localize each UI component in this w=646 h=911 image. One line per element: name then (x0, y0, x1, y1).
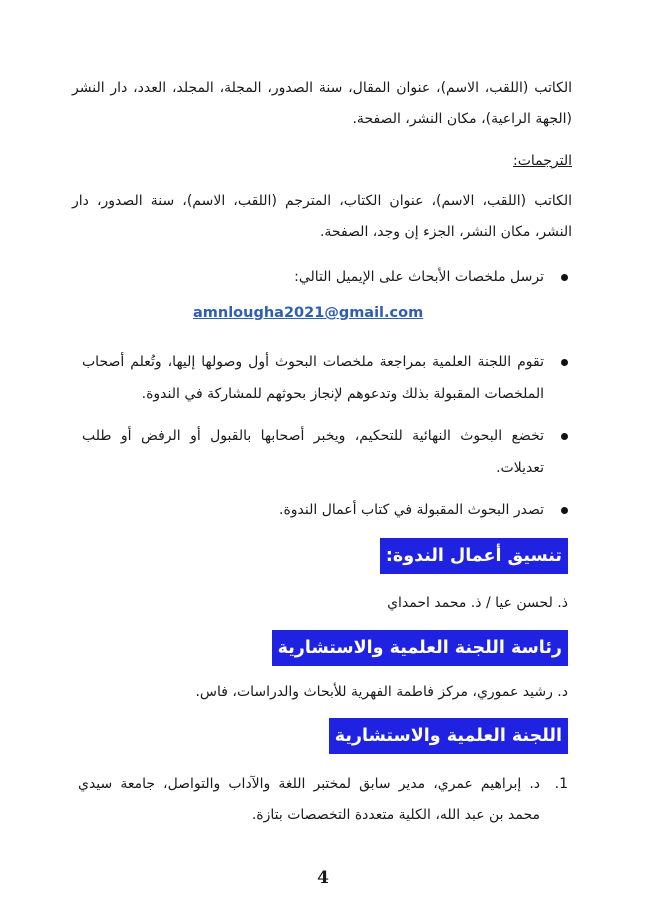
page-number: 4 (317, 868, 329, 888)
bullet-dot-icon (561, 274, 568, 281)
bullet-item (82, 261, 568, 293)
bullet-dot-icon (561, 359, 568, 366)
committee-heading: اللجنة العلمية والاستشارية (329, 718, 568, 754)
translations-subheading: الترجمات: (512, 153, 572, 169)
bullet-text: تخضع البحوث النهائية للتحكيم، ويخبر أصحابها بالقبول أو الرفض أو طلب تعديلات. (82, 428, 544, 476)
coordinators-line: ذ. لحسن عيا / ذ. محمد احمداي (387, 595, 568, 611)
list-item-text: د. إبراهيم عمري، مدير سابق لمختبر اللغة والآداب والتواصل، جامعة سيدي محمد بن عبد الله، الكلية متعددة التخصصات بتازة. (78, 776, 540, 823)
article-reference-format: الكاتب (اللقب، الاسم)، عنوان المقال، سنة الصدور، المجلة، المجلد، العدد، دار النشر (الجهة الراعية)، مكان النشر، الصفحة. (72, 80, 572, 127)
translation-reference-format: الكاتب (اللقب، الاسم)، عنوان الكتاب، المترجم (اللقب، الاسم)، سنة الصدور، دار النشر، مكان النشر، الجزء إن وجد، الصفحة. (72, 193, 572, 240)
presidency-heading: رئاسة اللجنة العلمية والاستشارية (272, 630, 568, 666)
list-item-number: 1. (554, 776, 568, 792)
president-line: د. رشيد عموري، مركز فاطمة الفهرية للأبحاث والدراسات، فاس. (195, 684, 568, 700)
bullet-item (82, 420, 568, 484)
bullet-text: تصدر البحوث المقبولة في كتاب أعمال الندوة. (279, 502, 544, 518)
coordination-heading: تنسيق أعمال الندوة: (380, 538, 568, 574)
email-link[interactable]: amnlougha2021@gmail.com (193, 305, 424, 321)
bullet-text: ترسل ملخصات الأبحاث على الإيميل التالي: (294, 269, 544, 285)
bullet-text: تقوم اللجنة العلمية بمراجعة ملخصات البحوث أول وصولها إليها، وتُعلم أصحاب الملخصات المقبولة بذلك وتدعوهم لإنجاز بحوثهم للمشاركة في الندوة. (82, 354, 544, 402)
list-item (78, 769, 568, 831)
bullet-dot-icon (561, 433, 568, 440)
bullet-item (82, 346, 568, 410)
bullet-item (82, 494, 568, 526)
bullet-dot-icon (561, 507, 568, 514)
